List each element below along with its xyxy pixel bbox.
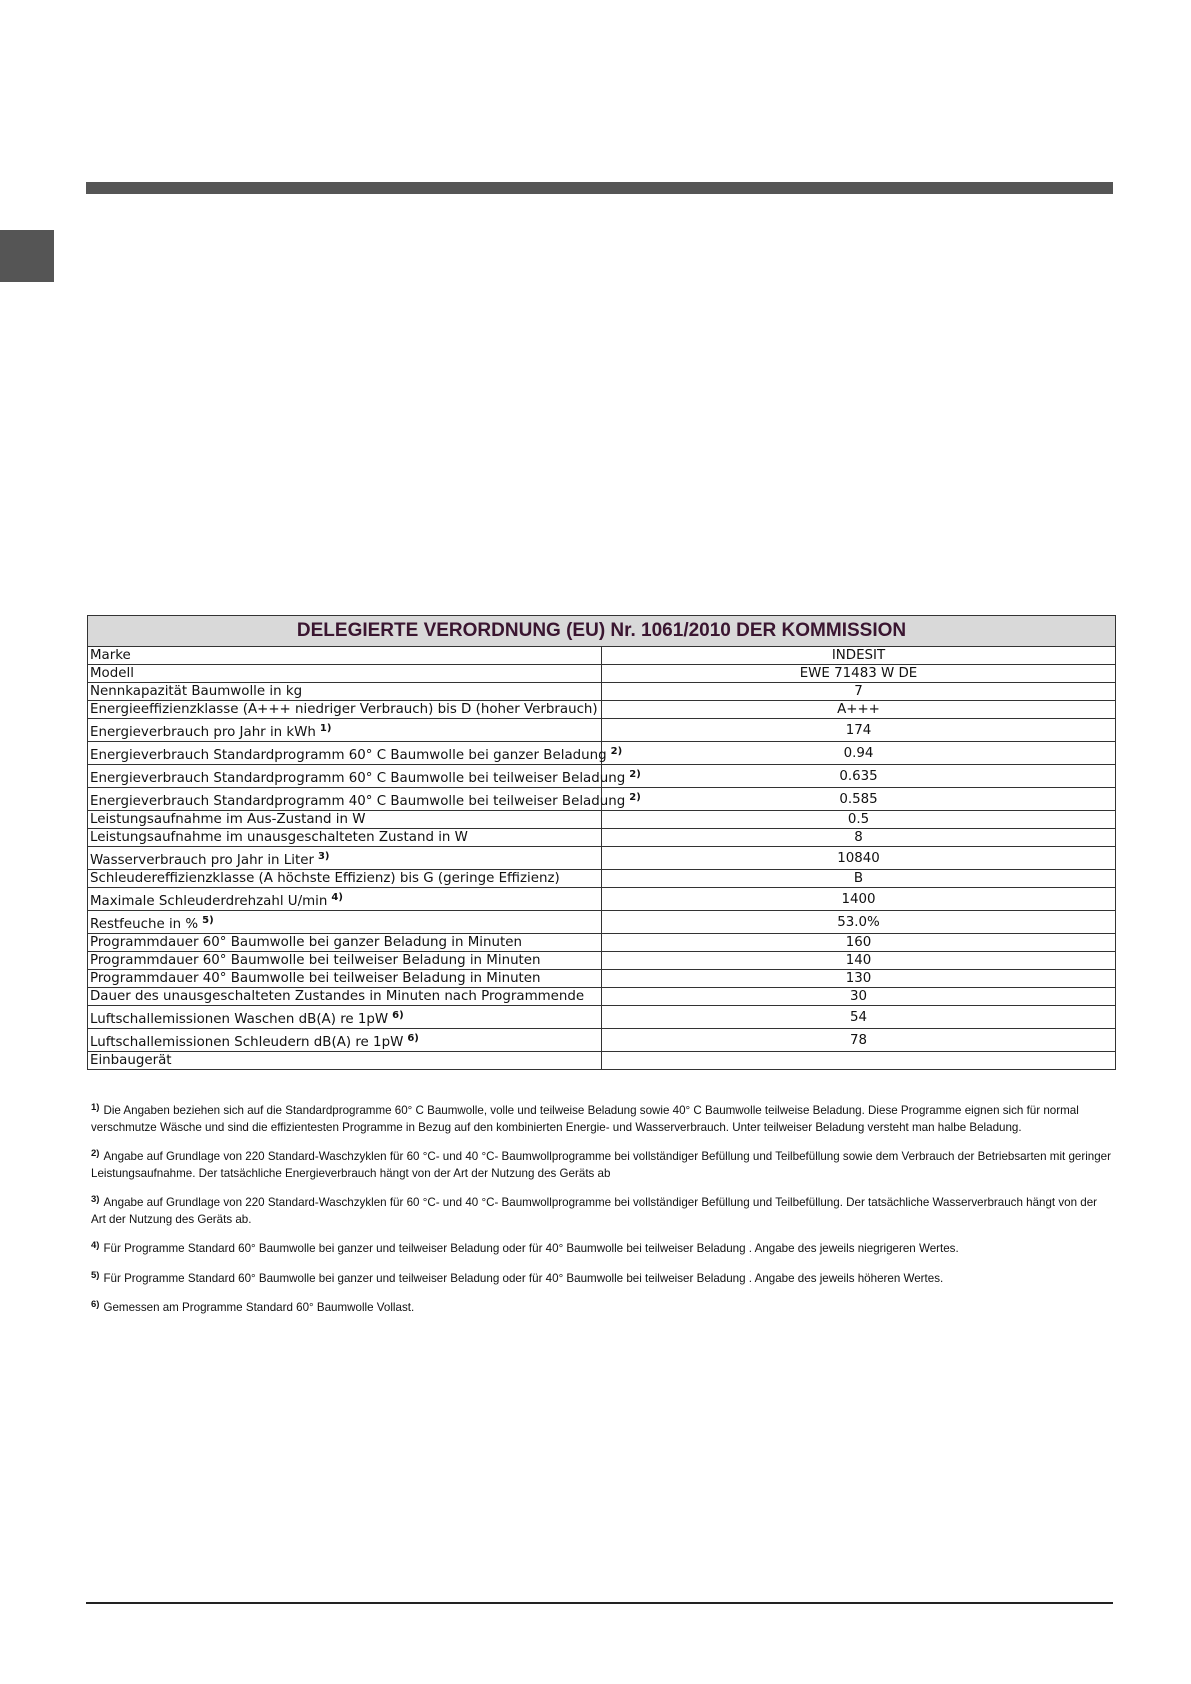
footnote [91,1297,1111,1317]
spec-label-cell [88,1052,602,1070]
spec-label-cell [88,870,602,888]
spec-label: Wasserverbrauch pro Jahr in Liter [90,852,314,868]
spec-label: Restfeuche in % [90,916,199,932]
footnote-mark: 5) [91,1269,100,1281]
spec-label-cell [88,970,602,988]
spec-label-cell [88,847,602,870]
spec-value: 78 [602,1029,1116,1052]
spec-value: 0.585 [602,788,1116,811]
spec-label-cell [88,701,602,719]
table-row [88,1006,1116,1029]
table-row [88,911,1116,934]
footnote-ref: 2) [629,791,641,803]
spec-label: Luftschallemissionen Schleudern dB(A) re 1pW [90,1034,404,1050]
table-title: DELEGIERTE VERORDNUNG (EU) Nr. 1061/2010 DER KOMMISSION [88,616,1116,647]
table-row [88,811,1116,829]
footnote-ref: 6) [407,1032,419,1044]
table-row [88,829,1116,847]
spec-label: Maximale Schleuderdrehzahl U/min [90,893,328,909]
table-row [88,719,1116,742]
regulation-spec-table [87,615,1116,1070]
table-title-row [88,616,1116,647]
spec-label-cell [88,911,602,934]
table-body [88,647,1116,1070]
spec-value [602,1052,1116,1070]
table-row [88,765,1116,788]
spec-label: Modell [90,666,134,681]
spec-value: 54 [602,1006,1116,1029]
spec-label: Marke [90,648,131,663]
spec-value: 130 [602,970,1116,988]
footnote-text: Die Angaben beziehen sich auf die Standardprogramme 60° C Baumwolle, volle und teilweise Beladung sowie 40° C Baumwolle teilweise Beladung. Diese Programme eignen sich für normal verschmutze Wäsche und sind die effizientesten Programme in Bezug auf den kombinierten Energie- und Wasserverbrauch. Unter teilweiser Beladung versteht man halbe Beladung. [91,1104,1079,1134]
spec-value: 160 [602,934,1116,952]
spec-label: Programmdauer 60° Baumwolle bei teilweiser Beladung in Minuten [90,953,541,968]
footnotes [91,1100,1111,1327]
spec-label-cell [88,811,602,829]
table-row [88,1029,1116,1052]
table-row [88,934,1116,952]
spec-label: Energieeffizienzklasse (A+++ niedriger Verbrauch) bis D (hoher Verbrauch) [90,702,598,717]
spec-value: 0.94 [602,742,1116,765]
spec-label: Dauer des unausgeschalteten Zustandes in Minuten nach Programmende [90,989,585,1004]
spec-label-cell [88,665,602,683]
table-row [88,647,1116,665]
spec-value: 10840 [602,847,1116,870]
footnote-ref: 2) [629,768,641,780]
spec-value: 140 [602,952,1116,970]
spec-label: Einbaugerät [90,1053,172,1068]
spec-value: EWE 71483 W DE [602,665,1116,683]
footnote [91,1268,1111,1288]
table-row [88,1052,1116,1070]
spec-label: Programmdauer 40° Baumwolle bei teilweiser Beladung in Minuten [90,971,541,986]
spec-label-cell [88,934,602,952]
table-row [88,870,1116,888]
header-bar [86,182,1113,194]
spec-label-cell [88,888,602,911]
table-row [88,988,1116,1006]
spec-label: Schleudereffizienzklasse (A höchste Effizienz) bis G (geringe Effizienz) [90,871,560,886]
spec-value: 8 [602,829,1116,847]
spec-value: 30 [602,988,1116,1006]
footnote-mark: 3) [91,1194,100,1205]
spec-value: B [602,870,1116,888]
footnote-text: Für Programme Standard 60° Baumwolle bei ganzer und teilweiser Beladung oder für 40° Baumwolle bei teilweiser Beladung . Angabe des jeweils höheren Wertes. [103,1271,944,1285]
spec-label: Nennkapazität Baumwolle in kg [90,684,303,699]
footnote-mark: 6) [91,1299,100,1310]
spec-label: Programmdauer 60° Baumwolle bei ganzer Beladung in Minuten [90,935,522,950]
spec-label: Luftschallemissionen Waschen dB(A) re 1pW [90,1011,389,1027]
table-row [88,788,1116,811]
footnote [91,1238,1111,1258]
spec-value: 53.0% [602,911,1116,934]
footnote-text: Für Programme Standard 60° Baumwolle bei ganzer und teilweiser Beladung oder für 40° Baumwolle bei teilweiser Beladung . Angabe des jeweils niegrigeren Wertes. [103,1242,959,1255]
table-row [88,888,1116,911]
spec-value: 0.5 [602,811,1116,829]
table-row [88,952,1116,970]
spec-label-cell [88,788,641,811]
footnote-ref: 4) [331,891,343,903]
spec-label: Energieverbrauch Standardprogramm 40° C Baumwolle bei teilweiser Beladung [90,793,626,809]
spec-label-cell [88,647,602,665]
spec-label: Energieverbrauch pro Jahr in kWh [90,724,316,740]
footnote-text: Angabe auf Grundlage von 220 Standard-Waschzyklen für 60 °C- und 40 °C- Baumwollprogramme bei vollständiger Befüllung und Teilbefüllung. Der tatsächliche Wasserverbrauch hängt von der Art der Nutzung des Geräts ab. [91,1196,1098,1226]
spec-value: INDESIT [602,647,1116,665]
spec-label-cell [88,988,602,1006]
spec-label: Leistungsaufnahme im unausgeschalteten Zustand in W [90,830,468,845]
footnote-ref: 2) [610,745,623,757]
footnote-ref: 6) [392,1009,404,1021]
spec-label-cell [88,742,623,765]
footnote [91,1146,1111,1182]
spec-label: Energieverbrauch Standardprogramm 60° C Baumwolle bei ganzer Beladung [90,747,607,763]
spec-label-cell [88,765,641,788]
spec-label-cell [88,952,602,970]
table-row [88,665,1116,683]
table-row [88,847,1116,870]
footer-rule [86,1602,1113,1604]
spec-label-cell [88,683,602,701]
footnote [91,1192,1111,1228]
spec-value: 174 [602,719,1116,742]
spec-label-cell [88,1029,602,1052]
spec-value: 0.635 [602,765,1116,788]
table-row [88,701,1116,719]
spec-value: 1400 [602,888,1116,911]
spec-label: Energieverbrauch Standardprogramm 60° C Baumwolle bei teilweiser Beladung [90,770,626,786]
footnote-ref: 3) [317,850,330,862]
spec-value: A+++ [602,701,1116,719]
table-row [88,742,1116,765]
table-row [88,970,1116,988]
spec-label: Leistungsaufnahme im Aus-Zustand in W [90,812,366,827]
footnote-mark: 4) [91,1240,100,1251]
spec-value: 7 [602,683,1116,701]
footnote-mark: 2) [91,1148,100,1159]
footnote-ref: 5) [202,914,214,926]
footnote-mark: 1) [91,1102,100,1113]
footnote-text: Angabe auf Grundlage von 220 Standard-Waschzyklen für 60 °C- und 40 °C- Baumwollprogramme bei vollständiger Befüllung und Teilbefüllung sowie dem Verbrauch der Betriebsarten mit geringer Leistungsaufnahme. Der tatsächliche Energieverbrauch hängt von der Art der Nutzung des Geräts ab [91,1150,1111,1180]
spec-label-cell [88,719,602,742]
footnote-text: Gemessen am Programme Standard 60° Baumwolle Vollast. [103,1301,415,1314]
spec-label-cell [88,829,602,847]
footnote [91,1100,1111,1136]
language-tab-marker [0,230,54,282]
table-row [88,683,1116,701]
spec-label-cell [88,1006,602,1029]
footnote-ref: 1) [319,722,332,734]
